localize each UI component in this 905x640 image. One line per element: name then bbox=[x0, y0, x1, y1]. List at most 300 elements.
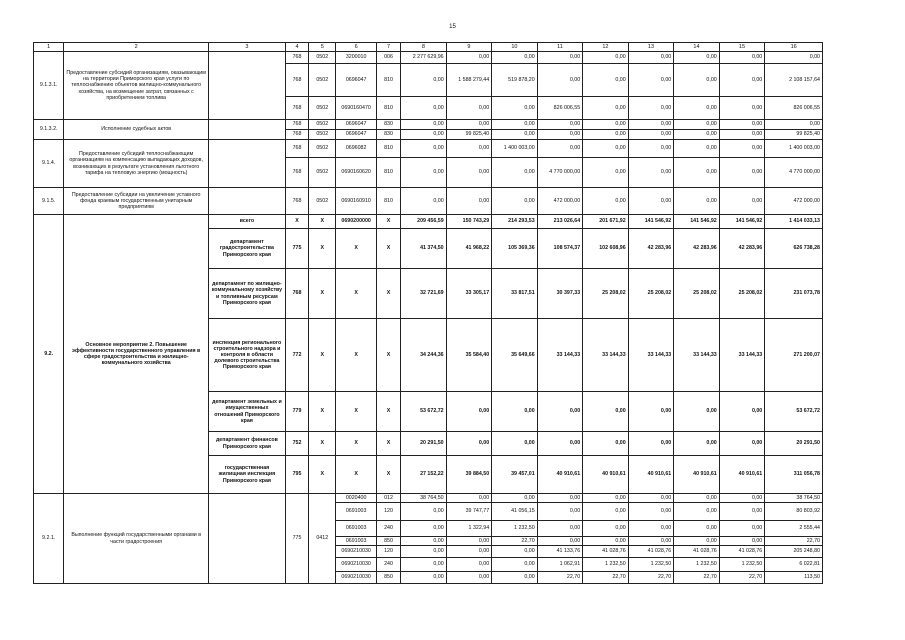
table-cell: 0020400 bbox=[336, 494, 376, 503]
table-cell: 0696047 bbox=[336, 130, 376, 140]
table-cell: 0,00 bbox=[492, 188, 538, 215]
table-cell: X bbox=[336, 319, 376, 392]
row-title: Исполнение судебных актов bbox=[64, 120, 209, 140]
table-cell: 0,00 bbox=[537, 503, 583, 521]
table-cell: 0,00 bbox=[446, 572, 492, 584]
table-cell: 41 028,76 bbox=[628, 546, 674, 558]
table-cell: X bbox=[376, 215, 400, 229]
column-header: 15 bbox=[719, 43, 765, 52]
column-header: 8 bbox=[401, 43, 447, 52]
table-cell: 0,00 bbox=[674, 432, 720, 456]
table-cell: 0691003 bbox=[336, 537, 376, 546]
table-cell: 0,00 bbox=[765, 52, 823, 64]
executor-name: департамент земельных и имущественных отношений Приморского края bbox=[208, 392, 285, 432]
column-header: 4 bbox=[285, 43, 308, 52]
table-cell: 40 910,61 bbox=[719, 456, 765, 494]
table-cell: 0,00 bbox=[537, 64, 583, 97]
table-cell: 0,00 bbox=[628, 494, 674, 503]
table-cell: 472 000,00 bbox=[537, 188, 583, 215]
table-cell: 0,00 bbox=[674, 392, 720, 432]
table-cell: 22,70 bbox=[537, 572, 583, 584]
rzpr-code: 0412 bbox=[309, 494, 336, 584]
column-header: 12 bbox=[583, 43, 629, 52]
table-cell: 795 bbox=[285, 456, 308, 494]
table-cell: 40 910,61 bbox=[628, 456, 674, 494]
table-cell: 1 400 003,00 bbox=[765, 140, 823, 158]
executor-name: департамент градостроительства Приморского края bbox=[208, 229, 285, 269]
table-cell: 0,00 bbox=[401, 140, 447, 158]
table-cell: 850 bbox=[376, 537, 400, 546]
table-cell: 0,00 bbox=[674, 521, 720, 537]
table-cell: 41 028,76 bbox=[583, 546, 629, 558]
table-cell: 826 006,55 bbox=[537, 97, 583, 120]
table-cell: 213 026,64 bbox=[537, 215, 583, 229]
table-cell: 0690160910 bbox=[336, 188, 376, 215]
table-cell: X bbox=[336, 456, 376, 494]
table-cell: 0,00 bbox=[628, 432, 674, 456]
table-cell: 0,00 bbox=[719, 130, 765, 140]
empty-cell bbox=[208, 140, 285, 188]
table-cell: 0,00 bbox=[401, 558, 447, 572]
table-cell: 0,00 bbox=[674, 52, 720, 64]
table-cell: 768 bbox=[285, 158, 308, 188]
table-cell: 0,00 bbox=[719, 521, 765, 537]
empty-cell bbox=[208, 120, 285, 140]
column-header: 2 bbox=[64, 43, 209, 52]
column-header: 14 bbox=[674, 43, 720, 52]
table-cell: 22,70 bbox=[492, 537, 538, 546]
row-number: 9.1.3.2. bbox=[34, 120, 64, 140]
table-cell: 0,00 bbox=[537, 432, 583, 456]
table-cell: 0,00 bbox=[583, 392, 629, 432]
table-cell: X bbox=[336, 269, 376, 319]
table-cell: 810 bbox=[376, 158, 400, 188]
table-cell: 0,00 bbox=[401, 188, 447, 215]
table-cell: 120 bbox=[376, 503, 400, 521]
table-row bbox=[34, 494, 823, 503]
table-cell: 22,70 bbox=[765, 537, 823, 546]
table-cell: 0,00 bbox=[401, 97, 447, 120]
header-row bbox=[34, 43, 823, 52]
table-cell: X bbox=[336, 229, 376, 269]
table-cell: 768 bbox=[285, 188, 308, 215]
table-cell: 0,00 bbox=[401, 521, 447, 537]
table-cell: 752 bbox=[285, 432, 308, 456]
table-cell: 102 608,96 bbox=[583, 229, 629, 269]
table-cell: 1 414 033,13 bbox=[765, 215, 823, 229]
table-cell: 0,00 bbox=[401, 503, 447, 521]
table-cell: 0,00 bbox=[674, 140, 720, 158]
table-cell: 0,00 bbox=[674, 503, 720, 521]
table-cell: 772 bbox=[285, 319, 308, 392]
table-cell: 768 bbox=[285, 130, 308, 140]
table-cell: 775 bbox=[285, 229, 308, 269]
table-cell: 240 bbox=[376, 558, 400, 572]
table-cell: 0,00 bbox=[583, 130, 629, 140]
table-cell: 0,00 bbox=[401, 64, 447, 97]
column-header: 7 bbox=[376, 43, 400, 52]
table-cell: 1 400 003,00 bbox=[492, 140, 538, 158]
table-cell: 0,00 bbox=[674, 188, 720, 215]
table-cell: 0,00 bbox=[446, 546, 492, 558]
table-row bbox=[34, 52, 823, 64]
table-cell: 33 144,33 bbox=[674, 319, 720, 392]
table-cell: X bbox=[376, 392, 400, 432]
empty-cell bbox=[208, 188, 285, 215]
table-cell: 810 bbox=[376, 64, 400, 97]
table-cell: 0,00 bbox=[628, 503, 674, 521]
table-cell: 120 bbox=[376, 546, 400, 558]
table-cell: 0,00 bbox=[492, 546, 538, 558]
table-cell: 0,00 bbox=[628, 392, 674, 432]
table-cell: 40 910,61 bbox=[537, 456, 583, 494]
row-number: 9.1.4. bbox=[34, 140, 64, 188]
table-cell: 40 910,61 bbox=[583, 456, 629, 494]
table-cell: 22,70 bbox=[583, 572, 629, 584]
executor-name: государственная жилищная инспекция Приморского края bbox=[208, 456, 285, 494]
table-cell: X bbox=[376, 456, 400, 494]
table-cell: X bbox=[376, 229, 400, 269]
table-cell: 25 208,02 bbox=[628, 269, 674, 319]
table-cell: 0,00 bbox=[446, 537, 492, 546]
table-row bbox=[34, 215, 823, 229]
table-cell: 768 bbox=[285, 52, 308, 64]
table-cell: 150 743,29 bbox=[446, 215, 492, 229]
table-cell: 0502 bbox=[309, 130, 336, 140]
table-cell: 34 244,36 bbox=[401, 319, 447, 392]
table-cell: 6 022,81 bbox=[765, 558, 823, 572]
table-cell: 41 028,76 bbox=[719, 546, 765, 558]
row-number: 9.1.5. bbox=[34, 188, 64, 215]
table-cell: 0,00 bbox=[628, 52, 674, 64]
table-cell: 35 649,66 bbox=[492, 319, 538, 392]
table-row bbox=[34, 188, 823, 215]
table-cell: 30 397,33 bbox=[537, 269, 583, 319]
table-cell: 53 672,72 bbox=[401, 392, 447, 432]
table-cell: 0,00 bbox=[765, 120, 823, 130]
column-header: 16 bbox=[765, 43, 823, 52]
table-cell: 1 232,50 bbox=[719, 558, 765, 572]
table-cell: X bbox=[376, 269, 400, 319]
table-cell: X bbox=[336, 432, 376, 456]
table-cell: 33 817,51 bbox=[492, 269, 538, 319]
table-cell: 22,70 bbox=[628, 572, 674, 584]
table-cell: 42 283,96 bbox=[628, 229, 674, 269]
table-cell: 0,00 bbox=[583, 97, 629, 120]
table-cell: 0690160470 bbox=[336, 97, 376, 120]
table-cell: 626 738,28 bbox=[765, 229, 823, 269]
table-cell: 35 584,40 bbox=[446, 319, 492, 392]
table-cell: 0,00 bbox=[628, 97, 674, 120]
table-cell: X bbox=[376, 319, 400, 392]
table-cell: 0,00 bbox=[583, 140, 629, 158]
table-cell: 0691003 bbox=[336, 503, 376, 521]
table-cell: 0,00 bbox=[719, 503, 765, 521]
table-cell: 779 bbox=[285, 392, 308, 432]
table-cell: 141 546,92 bbox=[719, 215, 765, 229]
table-cell: 39 457,01 bbox=[492, 456, 538, 494]
table-cell: 0,00 bbox=[492, 494, 538, 503]
table-cell: 214 293,53 bbox=[492, 215, 538, 229]
table-cell: 0,00 bbox=[446, 558, 492, 572]
table-cell: 53 672,72 bbox=[765, 392, 823, 432]
table-cell: 271 200,07 bbox=[765, 319, 823, 392]
table-cell: 0,00 bbox=[446, 188, 492, 215]
table-cell: 41 968,22 bbox=[446, 229, 492, 269]
row-title: Выполнение функций государственными органами в части градостроения bbox=[64, 494, 209, 584]
table-cell: 0,00 bbox=[674, 494, 720, 503]
column-header: 1 bbox=[34, 43, 64, 52]
column-header: 5 bbox=[309, 43, 336, 52]
table-cell: 0,00 bbox=[674, 120, 720, 130]
table-cell: 0,00 bbox=[537, 521, 583, 537]
table-cell: X bbox=[309, 456, 336, 494]
table-cell: 0,00 bbox=[537, 140, 583, 158]
table-row bbox=[34, 140, 823, 158]
table-cell: 231 073,78 bbox=[765, 269, 823, 319]
table-cell: 141 546,92 bbox=[674, 215, 720, 229]
table-cell: 0,00 bbox=[583, 537, 629, 546]
table-cell: 42 283,96 bbox=[719, 229, 765, 269]
table-cell: 768 bbox=[285, 140, 308, 158]
table-cell: 0691003 bbox=[336, 521, 376, 537]
table-cell: 0,00 bbox=[446, 120, 492, 130]
table-cell: 38 764,50 bbox=[401, 494, 447, 503]
row-number: 9.2. bbox=[34, 215, 64, 494]
table-cell: 0,00 bbox=[492, 392, 538, 432]
table-cell: 0,00 bbox=[628, 188, 674, 215]
column-header: 11 bbox=[537, 43, 583, 52]
table-cell: 0,00 bbox=[674, 130, 720, 140]
executor-name: инспекция регионального строительного надзора и контроля в области долевого строительства Приморского края bbox=[208, 319, 285, 392]
table-cell: 850 bbox=[376, 572, 400, 584]
table-cell: 38 764,50 bbox=[765, 494, 823, 503]
grbs-code: 775 bbox=[285, 494, 308, 584]
column-header: 9 bbox=[446, 43, 492, 52]
table-cell: 810 bbox=[376, 188, 400, 215]
table-cell: 240 bbox=[376, 521, 400, 537]
column-header: 10 bbox=[492, 43, 538, 52]
table-cell: 0,00 bbox=[446, 392, 492, 432]
budget-table bbox=[33, 42, 823, 584]
row-title: Предоставление субсидий теплоснабжающим организациям на компенсацию выпадающих доходов, возникающих в результате установления льготного тарифа на тепловую энергию (мощность) bbox=[64, 140, 209, 188]
table-cell: 826 006,55 bbox=[765, 97, 823, 120]
table-cell: 25 208,02 bbox=[583, 269, 629, 319]
table-cell: 0,00 bbox=[719, 140, 765, 158]
table-cell: 22,70 bbox=[674, 572, 720, 584]
table-cell: 0,00 bbox=[674, 97, 720, 120]
table-cell: 41 374,50 bbox=[401, 229, 447, 269]
table-cell: 768 bbox=[285, 97, 308, 120]
table-cell: X bbox=[309, 269, 336, 319]
table-cell: 0690210030 bbox=[336, 572, 376, 584]
table-cell: 768 bbox=[285, 120, 308, 130]
table-cell: 0,00 bbox=[401, 546, 447, 558]
table-cell: 0,00 bbox=[401, 158, 447, 188]
table-cell: 0,00 bbox=[583, 120, 629, 130]
table-cell: 0690160620 bbox=[336, 158, 376, 188]
table-cell: 3200010 bbox=[336, 52, 376, 64]
table-cell: 0,00 bbox=[719, 52, 765, 64]
executor-name: всего bbox=[208, 215, 285, 229]
table-cell: 0696047 bbox=[336, 64, 376, 97]
table-cell: 0,00 bbox=[719, 97, 765, 120]
table-cell: 80 803,92 bbox=[765, 503, 823, 521]
table-cell: 0,00 bbox=[492, 158, 538, 188]
table-cell: 0,00 bbox=[674, 158, 720, 188]
table-cell: 0,00 bbox=[537, 392, 583, 432]
table-cell: 209 456,59 bbox=[401, 215, 447, 229]
table-cell: 0,00 bbox=[719, 188, 765, 215]
table-cell: X bbox=[376, 432, 400, 456]
empty-cell bbox=[208, 494, 285, 584]
table-cell: 2 277 629,96 bbox=[401, 52, 447, 64]
row-number: 9.1.3.1. bbox=[34, 52, 64, 120]
table-cell: 0,00 bbox=[583, 52, 629, 64]
table-cell: 0,00 bbox=[719, 64, 765, 97]
table-cell: 1 062,91 bbox=[537, 558, 583, 572]
table-cell: 0690210030 bbox=[336, 546, 376, 558]
table-cell: 0,00 bbox=[628, 537, 674, 546]
row-number: 9.2.1. bbox=[34, 494, 64, 584]
table-cell: 0,00 bbox=[719, 120, 765, 130]
table-cell: 2 555,44 bbox=[765, 521, 823, 537]
table-cell: 27 152,22 bbox=[401, 456, 447, 494]
table-cell: 0,00 bbox=[628, 158, 674, 188]
table-cell: 0,00 bbox=[719, 392, 765, 432]
table-cell: 0,00 bbox=[446, 52, 492, 64]
table-cell: 768 bbox=[285, 269, 308, 319]
table-cell: 0,00 bbox=[628, 521, 674, 537]
table-cell: 472 000,00 bbox=[765, 188, 823, 215]
table-cell: 0,00 bbox=[719, 537, 765, 546]
executor-name: департамент финансов Приморского края bbox=[208, 432, 285, 456]
table-cell: 0,00 bbox=[401, 537, 447, 546]
table-cell: 41 056,15 bbox=[492, 503, 538, 521]
page-number: 15 bbox=[449, 24, 456, 30]
table-cell: 4 770 000,00 bbox=[537, 158, 583, 188]
row-title: Предоставление субсидий организациям, оказывающим на территории Приморского края услуги по теплоснабжению объектов жилищно-коммунального хозяйства, на возмещение затрат, связанных с приобретением топлива bbox=[64, 52, 209, 120]
table-cell: 1 232,50 bbox=[628, 558, 674, 572]
table-cell: 0,00 bbox=[537, 52, 583, 64]
table-cell: X bbox=[336, 392, 376, 432]
table-cell: X bbox=[309, 392, 336, 432]
table-cell: 810 bbox=[376, 97, 400, 120]
table-cell: 0502 bbox=[309, 64, 336, 97]
table-cell: 4 770 000,00 bbox=[765, 158, 823, 188]
table-cell: 0,00 bbox=[583, 494, 629, 503]
executor-name: департамент по жилищно-коммунальному хозяйству и топливным ресурсам Приморского края bbox=[208, 269, 285, 319]
table-row bbox=[34, 120, 823, 130]
table-cell: 0502 bbox=[309, 188, 336, 215]
table-cell: 0,00 bbox=[492, 97, 538, 120]
table-cell: 1 232,50 bbox=[674, 558, 720, 572]
table-cell: 0,00 bbox=[583, 503, 629, 521]
empty-cell bbox=[208, 52, 285, 120]
table-cell: 0,00 bbox=[583, 64, 629, 97]
table-cell: 0502 bbox=[309, 97, 336, 120]
table-cell: 0690210030 bbox=[336, 558, 376, 572]
table-cell: X bbox=[309, 215, 336, 229]
table-cell: 0502 bbox=[309, 120, 336, 130]
table-cell: 33 305,17 bbox=[446, 269, 492, 319]
table-cell: 830 bbox=[376, 130, 400, 140]
table-cell: X bbox=[309, 319, 336, 392]
table-cell: 1 232,50 bbox=[583, 558, 629, 572]
table-cell: 768 bbox=[285, 64, 308, 97]
table-cell: 1 588 279,44 bbox=[446, 64, 492, 97]
table-cell: 1 322,94 bbox=[446, 521, 492, 537]
table-cell: 0,00 bbox=[401, 572, 447, 584]
table-cell: 0502 bbox=[309, 140, 336, 158]
table-cell: 830 bbox=[376, 120, 400, 130]
table-cell: 205 248,80 bbox=[765, 546, 823, 558]
table-cell: 0,00 bbox=[446, 494, 492, 503]
table-cell: 0,00 bbox=[583, 188, 629, 215]
table-cell: 0,00 bbox=[492, 558, 538, 572]
table-cell: 0690200000 bbox=[336, 215, 376, 229]
table-cell: 0696082 bbox=[336, 140, 376, 158]
table-cell: 33 144,33 bbox=[719, 319, 765, 392]
row-title: Предоставление субсидии на увеличение уставного фонда краевым государственным унитарным предприятиям bbox=[64, 188, 209, 215]
table-cell: 0,00 bbox=[674, 537, 720, 546]
table-cell: 22,70 bbox=[719, 572, 765, 584]
table-cell: 0,00 bbox=[537, 494, 583, 503]
table-cell: 41 133,76 bbox=[537, 546, 583, 558]
table-cell: 311 056,78 bbox=[765, 456, 823, 494]
table-cell: 0,00 bbox=[674, 64, 720, 97]
table-cell: 0,00 bbox=[719, 432, 765, 456]
table-cell: 2 108 157,64 bbox=[765, 64, 823, 97]
table-cell: 0,00 bbox=[401, 120, 447, 130]
table-cell: 108 574,37 bbox=[537, 229, 583, 269]
table-cell: 99 825,40 bbox=[765, 130, 823, 140]
table-cell: 25 208,02 bbox=[674, 269, 720, 319]
table-cell: 0,00 bbox=[446, 97, 492, 120]
table-cell: 0,00 bbox=[537, 120, 583, 130]
table-cell: 0,00 bbox=[492, 52, 538, 64]
table-cell: 0,00 bbox=[446, 432, 492, 456]
table-cell: 33 144,33 bbox=[628, 319, 674, 392]
table-cell: 0,00 bbox=[537, 130, 583, 140]
table-cell: 99 825,40 bbox=[446, 130, 492, 140]
table-cell: 0,00 bbox=[492, 572, 538, 584]
table-cell: 0,00 bbox=[583, 158, 629, 188]
table-cell: 0,00 bbox=[628, 120, 674, 130]
table-cell: 32 721,69 bbox=[401, 269, 447, 319]
table-cell: 006 bbox=[376, 52, 400, 64]
table-cell: 0,00 bbox=[628, 64, 674, 97]
table-cell: 0,00 bbox=[583, 521, 629, 537]
table-cell: 33 144,33 bbox=[537, 319, 583, 392]
table-cell: 25 208,02 bbox=[719, 269, 765, 319]
table-cell: 20 291,50 bbox=[401, 432, 447, 456]
table-cell: 0,00 bbox=[719, 158, 765, 188]
table-cell: X bbox=[309, 229, 336, 269]
table-cell: X bbox=[309, 432, 336, 456]
table-cell: 0,00 bbox=[446, 140, 492, 158]
table-cell: 20 291,50 bbox=[765, 432, 823, 456]
table-cell: 0,00 bbox=[492, 432, 538, 456]
table-cell: 0,00 bbox=[628, 130, 674, 140]
table-cell: 810 bbox=[376, 140, 400, 158]
table-cell: 41 028,76 bbox=[674, 546, 720, 558]
row-title: Основное мероприятие 2. Повышение эффективности государственного управления в сфере градостроительства и жилищно-коммунального хозяйства bbox=[64, 215, 209, 494]
table-cell: 0,00 bbox=[628, 140, 674, 158]
table-cell: 0,00 bbox=[492, 130, 538, 140]
table-cell: 33 144,33 bbox=[583, 319, 629, 392]
table-cell: 0502 bbox=[309, 52, 336, 64]
